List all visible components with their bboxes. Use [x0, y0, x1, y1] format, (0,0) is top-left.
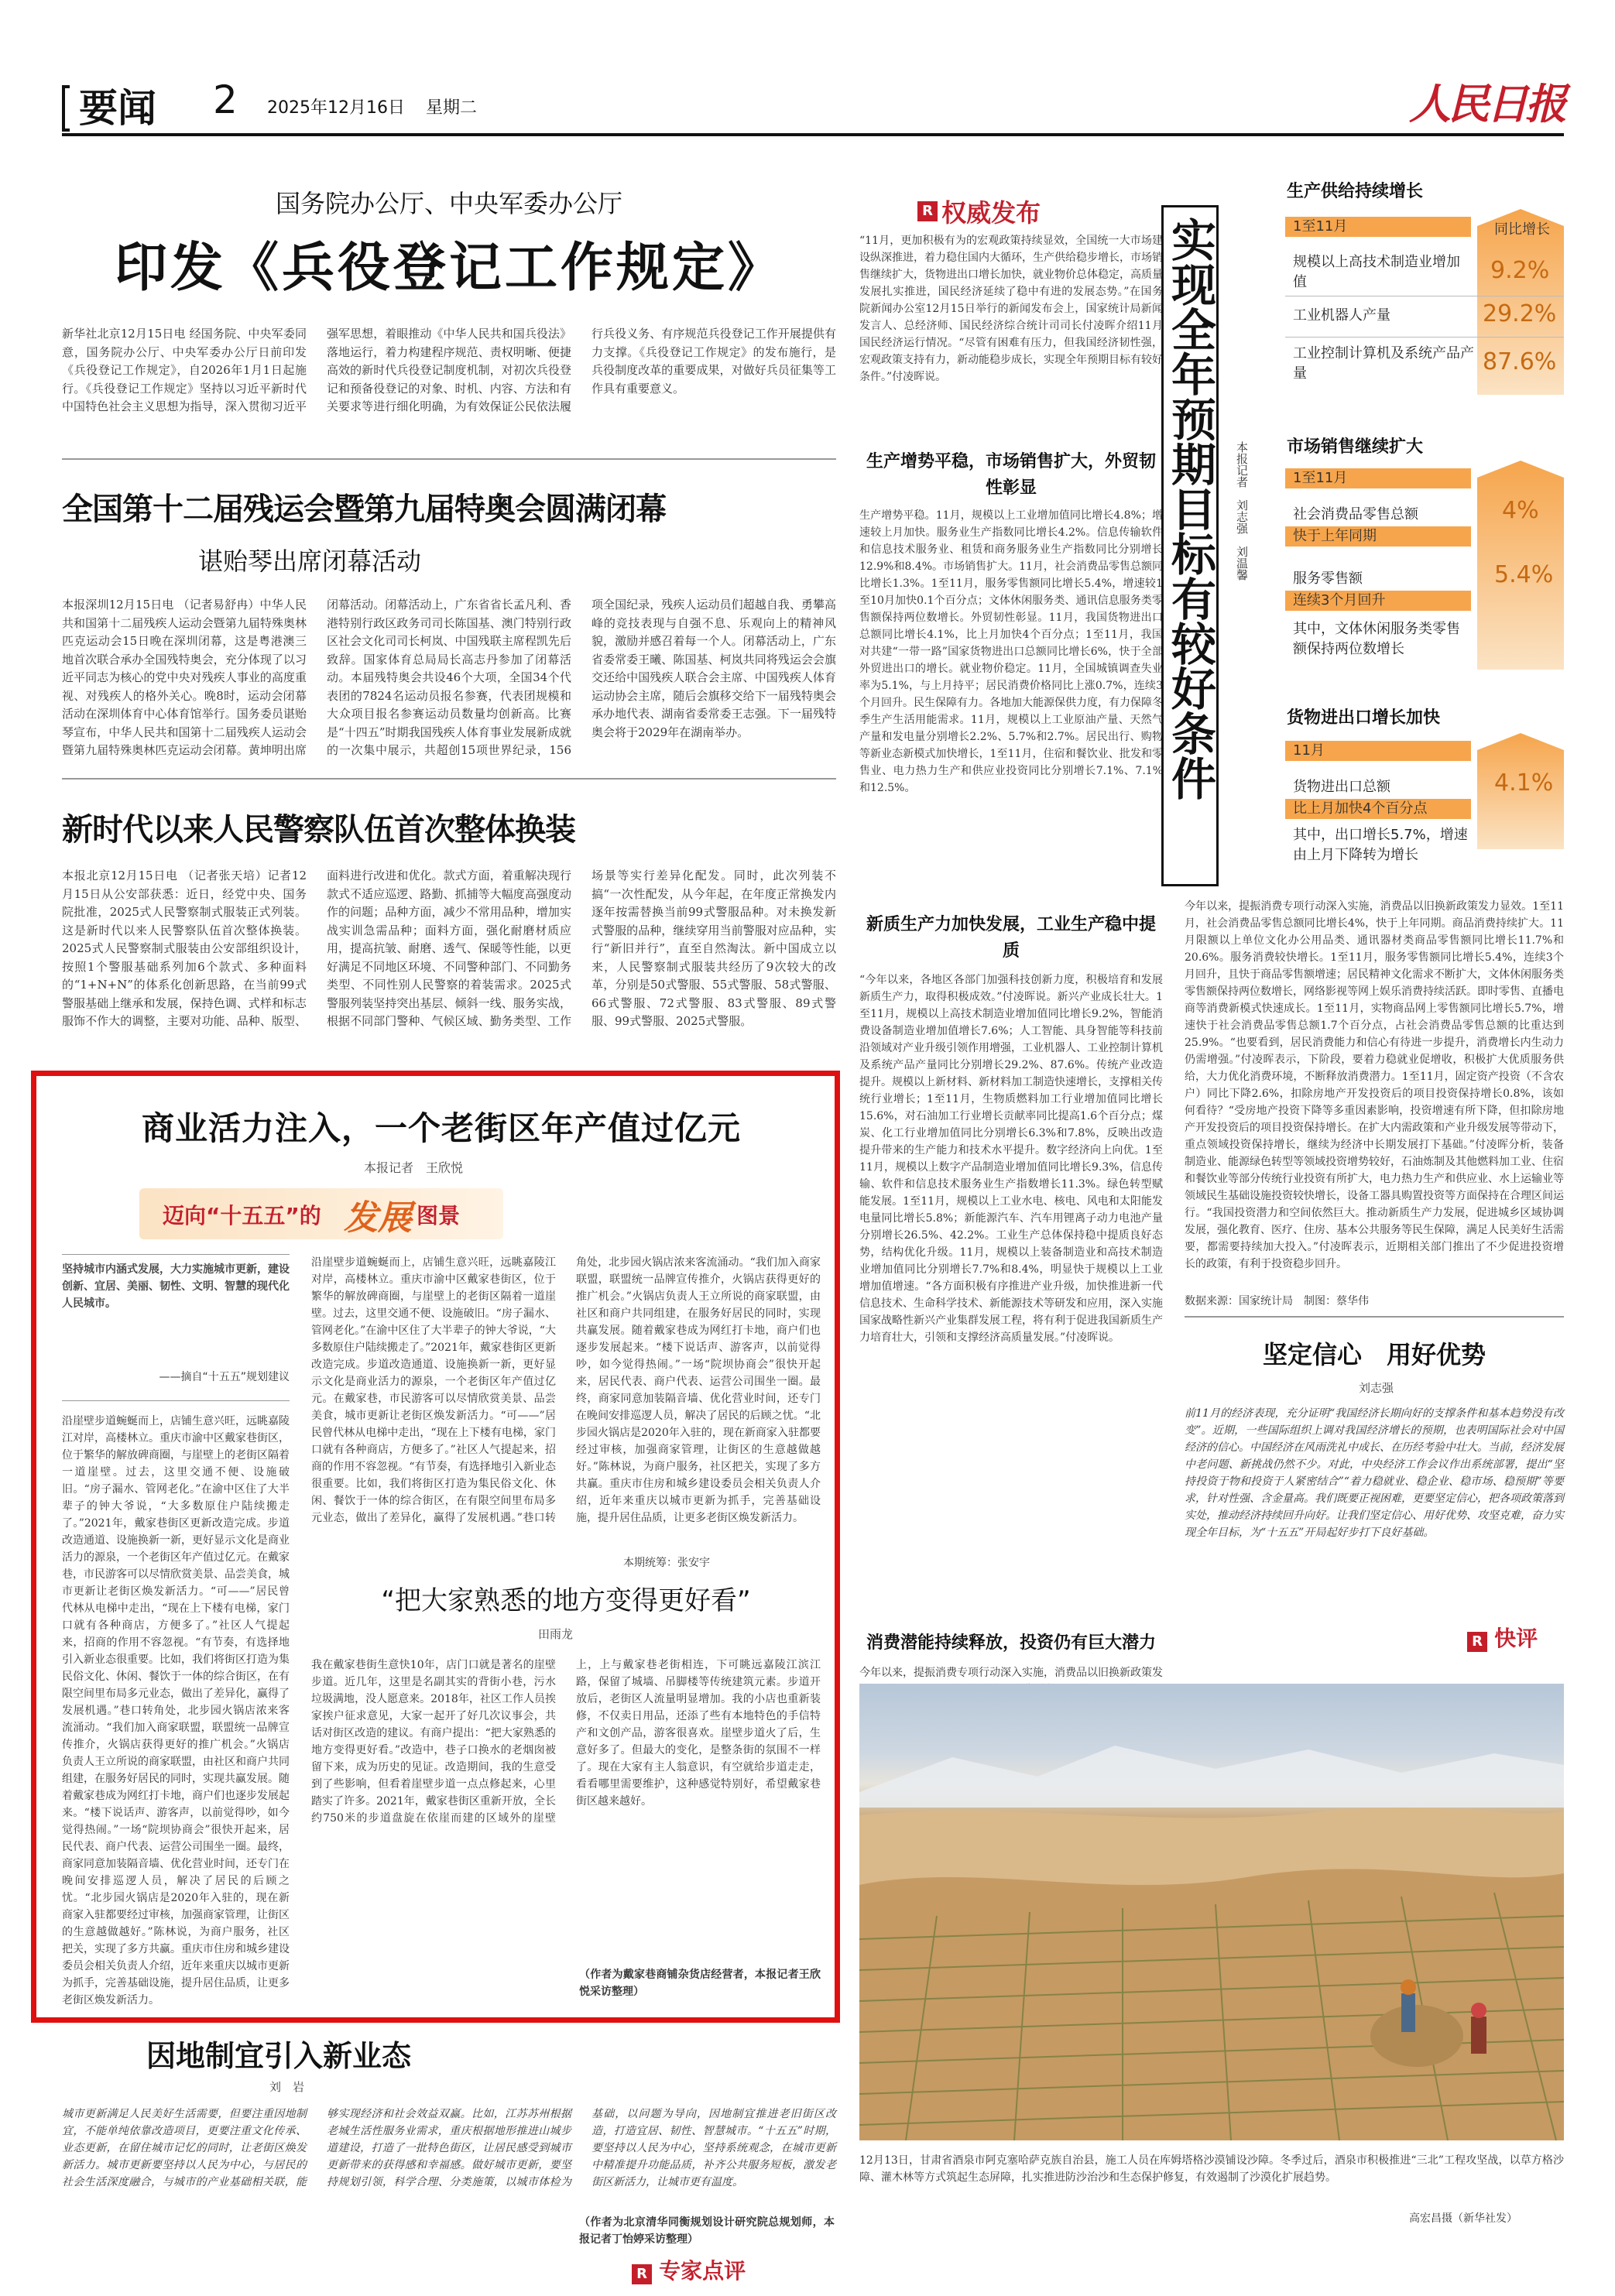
tag-r-icon: R — [632, 2264, 652, 2284]
authority-lead: “11月，更加积极有为的宏观政策持续显效，全国统一大市场建设纵深推进，着力稳住国内大循环，生产供给稳步增长，市场销售继续扩大，货物进出口增长加快，就业物价总体稳定，高质量发展扎实推进，国民经济延续了稳中有进的发展态势。”在国务院新闻办公室12月15日举行的新闻发布会上，国家统计局新闻发言人、总经济师、国民经济综合统计司司长付凌晖介绍11月国民经济运行情况。“尽管有困难有压力，但我国经济韧性强，宏观政策支持有力，新动能稳步成长，实现全年预期目标有较好条件。”付凌晖说。 — [859, 235, 1163, 383]
stats-g3-extra: 其中，出口增长5.7%，增速由上月下降转为增长 — [1293, 827, 1468, 863]
issue-date: 2025年12月16日 — [267, 98, 405, 118]
commentary-tag-label: 快评 — [1494, 1626, 1538, 1651]
stats-g2-row1-note: 快于上年同期 — [1293, 528, 1377, 544]
essay2-note: （作者为北京清华同衡规划设计研究院总规划师，本报记者丁怡婷采访整理） — [579, 2216, 835, 2246]
art1-kicker: 国务院办公厅、中央军委办公厅 — [275, 189, 622, 218]
feature-banner — [139, 1188, 503, 1239]
stats-g3-row1-label: 货物进出口总额 — [1293, 779, 1390, 795]
masthead-bracket — [62, 85, 70, 132]
feature-footer: 本期统筹：张安宇 — [623, 1557, 710, 1569]
feature-quote-box — [62, 1254, 290, 1401]
art3-title: 新时代以来人民警察队伍首次整体换装 — [62, 812, 575, 848]
stats-g2-row2-value: 5.4% — [1494, 561, 1554, 588]
stats-g2-row1-label: 社会消费品零售总额 — [1293, 506, 1418, 523]
authority-reporters: 本报记者 刘志强 刘温馨 — [1235, 441, 1249, 581]
stats-g1-period: 1至11月 — [1293, 218, 1348, 235]
stats-g2-extra: 其中，文体休闲服务类零售额保持两位数增长 — [1293, 621, 1460, 657]
feature-byline: 本报记者 王欣悦 — [364, 1160, 464, 1175]
authority-headline: 实现全年预期目标有较好条件 — [1164, 217, 1216, 800]
feature-quote: 坚持城市内涵式发展，大力实施城市更新，建设创新、宜居、美丽、韧性、文明、智慧的现代化人民城市。 — [62, 1263, 290, 1310]
art1-title: 印发《兵役登记工作规定》 — [114, 238, 783, 299]
feature-body-col23: 沿崖壁步道蜿蜒而上，店铺生意兴旺，远眺嘉陵江对岸，高楼林立。重庆市渝中区戴家巷街区，位于繁华的解放碑商圈，与崖壁上的老街区隔着一道崖壁。过去，这里交通不便、设施破旧。“房子漏水、管网老化。”在渝中区住了大半辈子的钟大爷说，“大多数原住户陆续搬走了。”2021年，戴家巷街区更新改造完成。步道改造通道、设施换新一新，更好显示文化是商业活力的源泉，一个老街区年产值过亿元。在戴家巷，市民游客可以尽情欣赏美景、品尝美食，城市更新让老街区焕发新活力。“可——”居民曾代林从电梯中走出，“现在上下楼有电梯，家门口就有各种商店，方便多了。”社区人气提起来，招商的作用不容忽视。“有节奏，有选择地引入新业态很重要。比如，我们将街区打造为集民俗文化、休闲、餐饮于一体的综合街区，在有限空间里布局多元业态，做出了差异化，赢得了发展机遇。”巷口转角处，北步园火锅店浓来客流涌动。“我们加入商家联盟，联盟统一品牌宣传推介，火锅店获得更好的推广机会。”火锅店负责人王立所说的商家联盟，由社区和商户共同组建，在服务好居民的同时，实现共赢发展。随着戴家巷成为网红打卡地，商户们也逐步发展起来。“楼下说话声、游客声，以前觉得吵，如今觉得热闹。”一场“院坝协商会”很快开起来，居民代表、商户代表、运营公司围坐一圈。最终，商家同意加装隔音墙、优化营业时间，还专门在晚间安排巡逻人员，解决了居民的后顾之忧。“北步园火锅店是2020年入驻的，现在新商家入驻都要经过审核，加强商家管理，让街区的生意越做越好。”陈林说，为商户服务，社区把关，实现了多方共赢。重庆市住房和城乡建设委员会相关负责人介绍，近年来重庆以城市更新为抓手，完善基础设施，提升居住品质，让更多老街区焕发新活力。 — [311, 1256, 821, 1524]
stats-g1-row2-value: 29.2% — [1483, 300, 1557, 327]
divider — [62, 778, 836, 780]
banner-highlight: 发展 — [344, 1198, 412, 1238]
stats-g2-title: 市场销售继续扩大 — [1287, 437, 1424, 457]
art2-title: 全国第十二届残运会暨第九届特奥会圆满闭幕 — [62, 492, 666, 527]
essay2-body: 城市更新满足人民美好生活需要，但要注重因地制宜，不能单纯依靠改造项目，更要注重文化传承、业态更新，在留住城市记忆的同时，让老街区焕发新活力。城市更新要坚持以人民为中心，与居民的社会生活深度融合，与城市的产业基础相关联，能够实现经济和社会效益双赢。比如，江苏苏州根据老城生活性服务业需求，重庆根据地形推进山城步道建设，打造了一批特色街区，让居民感受到城市更新带来的获得感和幸福感。做好城市更新，要坚持规划引领，科学合理、分类施策，以城市体检为基础，以问题为导向，因地制宜推进老旧街区改造，打造宜居、韧性、智慧城市。“十五五”时期，要坚持以人民为中心，坚持系统观念，在城市更新中精准提升功能品质，补齐公共服务短板，激发老街区新活力，让城市更有温度。 — [62, 2108, 836, 2188]
desert-photo — [859, 1684, 1564, 2140]
essay2-tag — [632, 2254, 746, 2285]
stats-g1-head: 同比增长 — [1494, 221, 1550, 238]
essay1-body: 我在戴家巷街生意快10年，店门口就是著名的崖壁步道。近几年，这里是名副其实的背街小巷，污水垃圾满地，没人愿意来。2018年，社区工作人员挨家挨户征求意见，大家一起开了好几次议事会，共话对街区改造的建议。有商户提出：“把大家熟悉的地方变得更好看。”改造中，巷子口换水的老烟囱被留下来，成为历史的见证。改造期间，我的生意受到了些影响，但看着崖壁步道一点点修起来，心里踏实了许多。2021年，戴家巷街区重新开放，全长约750米的步道盘旋在依崖而建的区域外的崖壁上，上与戴家巷老街相连，下可眺远嘉陵江滨江路，保留了城墙、吊脚楼等传统建筑元素。步道开放后，老街区人流量明显增加。我的小店也重新装修，不仅卖日用品，还添了些有本地特色的手信特产和文创产品，游客很喜欢。崖壁步道火了后，生意好多了。但最大的变化，是整条街的氛围不一样了。现在大家有主人翁意识，有空就给步道走走，看看哪里需要维护，这种感觉特别好，希望戴家巷街区越来越好。 — [311, 1659, 821, 1825]
commentary-author: 刘志强 — [1359, 1381, 1394, 1395]
photo-caption: 12月13日，甘肃省酒泉市阿克塞哈萨克族自治县，施工人员在库姆塔格沙漠铺设沙障。冬季过后，酒泉市积极推进“三北”工程攻坚战，以草方格沙障、灌木林等方式筑起生态屏障，扎实推进防沙治沙和生态保护修复，有效遏制了沙漠化扩展趋势。 — [859, 2154, 1564, 2184]
stats-g3-row1-value: 4.1% — [1494, 769, 1554, 797]
essay1-note: （作者为戴家巷商铺杂货店经营者，本报记者王欣悦采访整理） — [579, 1969, 821, 1998]
commentary-title: 坚定信心 用好优势 — [1262, 1340, 1486, 1369]
stats-g2-period: 1至11月 — [1293, 470, 1348, 486]
stats-g1-row3-label: 工业控制计算机及系统产品产量 — [1293, 345, 1474, 382]
authority-sub2: 新质生产力加快发展，工业生产稳中提质 — [866, 915, 1156, 961]
masthead-rule — [62, 133, 1564, 136]
art2-body: 本报深圳12月15日电 （记者易舒冉）中华人民共和国第十二届残疾人运动会暨第九届特殊奥林匹克运动会15日晚在深圳闭幕，这是粤港澳三地首次联合承办全国残特奥会，充分体现了以习近平同志为核心的党中央对残疾人事业的高度重视、对残疾人的格外关心。晚8时，运动会闭幕活动在深圳体育中心体育馆举行。国务委员谌贻琴宣布，中华人民共和国第十二届残疾人运动会暨第九届特殊奥林匹克运动会闭幕。黄坤明出席闭幕活动。闭幕活动上，广东省省长孟凡利、香港特别行政区政务司司长陈国基、澳门特别行政区社会文化司司长柯岚、中国残联主席程凯先后致辞。国家体育总局局长高志丹参加了闭幕活动。本届残特奥会共设46个大项，全国34个代表团的7824名运动员报名参赛，代表团规模和大众项目报名参赛运动员数量均创新高。比赛是“十四五”时期我国残疾人体育事业发展新成就的一次集中展示，共超创15项世界纪录，156项全国纪录，残疾人运动员们超越自我、勇攀高峰的竞技表现与自强不息、乐观向上的精神风貌，激励并感召着每一个人。闭幕活动上，广东省委常委王曦、陈国基、柯岚共同将残运会会旗交还给中国残疾人联合会主席、中国残疾人体育运动协会主席，随后会旗移交给下一届残特奥会承办地代表、湖南省委常委王志强。下一届残特奥会将于2029年在湖南举办。 — [62, 598, 836, 757]
desert-scene — [859, 1684, 1564, 2140]
authority-credit: 数据来源：国家统计局 制图：蔡华伟 — [1185, 1295, 1369, 1307]
feature-title: 商业活力注入，一个老街区年产值过亿元 — [141, 1109, 741, 1147]
banner-tail: 图景 — [417, 1203, 461, 1229]
authority-tag — [917, 194, 1041, 229]
essay2-tag-label: 专家点评 — [659, 2258, 746, 2284]
authority-body1: 生产增势平稳。11月，规模以上工业增加值同比增长4.8%；增速较上月加快。服务业生产指数同比增长4.2%。信息传输软件和信息技术服务业、租赁和商务服务业生产指数同比分别增长12.9%和8.4%。市场销售扩大。11月，社会消费品零售总额同比增长1.3%。1至11月，服务零售额同比增长5.4%，增速较1至10月加快0.1个百分点；文体休闲服务类、通讯信息服务类零售额保持两位数增长。外贸韧性彰显。11月，我国货物进出口总额同比增长4.1%，比上月加快4个百分点；1至11月，我国对共建“一带一路”国家货物进出口总额同比增长6%，快于全部外贸进出口的增长。就业物价稳定。11月，全国城镇调查失业率为5.1%，与上月持平；居民消费价格同比上涨0.7%，连续3个月回升。民生保障有力。各地加大能源保供力度，有力保障冬季生产生活用能需求。11月，规模以上工业原油产量、天然气产量和发电量分别增长2.2%、5.7%和2.7%。居民出行、购物等新业态新模式加快增长，1至11月，住宿和餐饮业、批发和零售业、电力热力生产和供应业投资同比分别增长7.1%、7.1%和12.5%。 — [859, 509, 1163, 794]
authority-sub1: 生产增势平稳，市场销售扩大，外贸韧性彰显 — [866, 452, 1156, 498]
commentary-body: 前11月的经济表现，充分证明“我国经济长期向好的支撑条件和基本趋势没有改变”。近期，一些国际组织上调对我国经济增长的预期，也表明国际社会对中国经济的信心。中国经济在风雨洗礼中成长、在历经考验中壮大。当前，经济发展中老问题、新挑战仍然不少。对此，中央经济工作会议作出系统部署，提出“坚持投资于物和投资于人紧密结合”“着力稳就业、稳企业、稳市场、稳预期”等要求，针对性强、含金量高。我们既要正视困难，更要坚定信心，把各项政策落到实处，推动经济持续回升向好。让我们坚定信心、用好优势、攻坚克难，奋力实现全年目标，为“十五五”开局起好步打下良好基础。 — [1185, 1407, 1564, 1539]
stats-g3-title: 货物进出口增长加快 — [1287, 708, 1441, 728]
essay2-author: 刘 岩 — [269, 2080, 305, 2094]
section-name: 要闻 — [79, 86, 156, 131]
authority-tag-label: 权威发布 — [941, 198, 1041, 228]
essay1-author: 田雨龙 — [538, 1627, 574, 1641]
paper-logo: 人民日报 — [1409, 79, 1564, 129]
row-divider — [1285, 337, 1564, 338]
stats-g1-row2-label: 工业机器人产量 — [1293, 307, 1390, 324]
stats-g3-row1-note: 比上月加快4个百分点 — [1293, 800, 1428, 817]
issue-weekday: 星期二 — [426, 98, 478, 118]
essay2-title: 因地制宜引入新业态 — [146, 2039, 411, 2073]
stats-g1-row1-label: 规模以上高技术制造业增加值 — [1293, 254, 1460, 290]
authority-body3-cont: 今年以来，提振消费专项行动深入实施，消费品以旧换新政策发力显效。1至11月，社会消费品零售总额同比增长4%，快于上年同期。商品消费持续扩大。11月限额以上单位文化办公用品类、通讯器材类商品零售额同比增长11.7%和20.6%。服务消费较快增长。1至11月，服务零售额同比增长5.4%，连续3个月回升，且快于商品零售额增速；居民精神文化需求不断扩大，文体休闲服务类零售额保持两位数增长，网络影视等网上娱乐消费持续活跃。即时零售、直播电商等消费新模式快速成长。1至11月，实物商品网上零售额同比增长5.7%，增速快于社会消费品零售总额1.7个百分点，占社会消费品零售总额的比重达到25.9%。“也要看到，居民消费能力和信心有待进一步提升，消费增长内生动力仍需增强。”付凌晖表示，下阶段，要着力稳就业促增收，积极扩大优质服务供给，大力优化消费环境，不断释放消费潜力。1至11月，固定资产投资（不含农户）同比下降2.6%，扣除房地产开发投资后的项目投资保持增长0.8%，该如何看待？“受房地产投资下降等多重因素影响，投资增速有所下降，但扣除房地产开发投资后的项目投资保持增长。在扩大内需政策和产业升级发展等带动下，重点领域投资保持增长，继续为经济中长期发展打下基础。”付凌晖分析，装备制造业、能源绿色转型等领域投资增势较好，石油炼制及其他燃料加工业、住宿和餐饮业等部分传统行业投资有所扩大，电力热力生产和供应业、水上运输业等领域民生基础设施投资较快增长，设备工器具购置投资等方面保持在合理区间运行。“我国投资潜力和空间依然巨大。推动新质生产力发展，促进城乡区域协调发展，强化教育、医疗、住房、基本公共服务等民生保障，满足人民美好生活需要，都需要持续加大投入。”付凌晖表示，近期相关部门推出了不少促进投资增长的政策，有利于投资稳步回升。 — [1185, 900, 1564, 1270]
feature-body-col1: 沿崖壁步道蜿蜒而上，店铺生意兴旺，远眺嘉陵江对岸，高楼林立。重庆市渝中区戴家巷街区，位于繁华的解放碑商圈，与崖壁上的老街区隔着一道崖壁。过去，这里交通不便、设施破旧。“房子漏水、管网老化。”在渝中区住了大半辈子的钟大爷说，“大多数原住户陆续搬走了。”2021年，戴家巷街区更新改造完成。步道改造通道、设施换新一新，更好显示文化是商业活力的源泉，一个老街区年产值过亿元。在戴家巷，市民游客可以尽情欣赏美景、品尝美食，城市更新让老街区焕发新活力。“可——”居民曾代林从电梯中走出，“现在上下楼有电梯，家门口就有各种商店，方便多了。”社区人气提起来，招商的作用不容忽视。“有节奏，有选择地引入新业态很重要。比如，我们将街区打造为集民俗文化、休闲、餐饮于一体的综合街区，在有限空间里布局多元业态，做出了差异化，赢得了发展机遇。”巷口转角处，北步园火锅店浓来客流涌动。“我们加入商家联盟，联盟统一品牌宣传推介，火锅店获得更好的推广机会。”火锅店负责人王立所说的商家联盟，由社区和商户共同组建，在服务好居民的同时，实现共赢发展。随着戴家巷成为网红打卡地，商户们也逐步发展起来。“楼下说话声、游客声，以前觉得吵，如今觉得热闹。”一场“院坝协商会”很快开起来，居民代表、商户代表、运营公司围坐一圈。最终，商家同意加装隔音墙、优化营业时间，还专门在晚间安排巡逻人员，解决了居民的后顾之忧。“北步园火锅店是2020年入驻的，现在新商家入驻都要经过审核，加强商家管理，让街区的生意越做越好。”陈林说，为商户服务，社区把关，实现了多方共赢。重庆市住房和城乡建设委员会相关负责人介绍，近年来重庆以城市更新为抓手，完善基础设施，提升居住品质，让更多老街区焕发新活力。 — [62, 1415, 290, 2006]
page-number: 2 — [213, 77, 238, 122]
art3-body: 本报北京12月15日电 （记者张天培）记者12月15日从公安部获悉：近日，经党中央、国务院批准，2025式人民警察制式服装正式列装。这是新时代以来人民警察队伍首次整体换装。2025式人民警察制式服装由公安部组织设计，按照1个警服基础系列加6个款式、多种面料的“1+N+N”的体系化创新思路，在当前99式警服基础上继承和发展，保持色调、式样和标志服饰不作大的调整，主要对功能、品种、版型、面料进行改进和优化。款式方面，着重解决现行款式不适应巡逻、路勤、抓捕等大幅度高强度动作的问题；品种方面，减少不常用品种，增加实战实训急需品种；面料方面，强化耐磨材质应用，提高抗皱、耐磨、透气、保暖等性能，以更好满足不同地区环境、不同警种部门、不同勤务类型、不同性别人民警察的着装需求。2025式警服列装坚持突出基层、倾斜一线、服务实战，根据不同部门警种、气候区域、勤务类型、工作场景等实行差异化配发。同时，此次列装不搞“一次性配发，从今年起，在年度正常换发内逐年按需替换当前99式警服品种。对未换发新式警服的品种，继续穿用当前警服对应品种，实行“新旧并行”，直至自然淘汰。新中国成立以来，人民警察制式服装共经历了9次较大的改革，分别是50式警服、55式警服、58式警服、66式警服、72式警服、83式警服、89式警服、99式警服、2025式警服。 — [62, 869, 836, 1028]
tag-r-icon: R — [1467, 1632, 1487, 1652]
stats-g1-row1-value: 9.2% — [1490, 257, 1550, 284]
stats-panel — [1285, 178, 1564, 890]
art2-subtitle: 谌贻琴出席闭幕活动 — [197, 547, 421, 576]
feature-quote-source: ——摘自“十五五”规划建议 — [159, 1371, 290, 1383]
divider — [1185, 1316, 1564, 1318]
authority-body2: “今年以来，各地区各部门加强科技创新力度，积极培育和发展新质生产力，取得积极成效。”付凌晖说。新兴产业成长壮大。1至11月，规模以上高技术制造业增加值同比增长9.2%，智能消费设备制造业增加值增长7.6%；人工智能、具身智能等科技前沿领域对产业升级引领作用增强，工业机器人、工业控制计算机及系统产品产量同比分别增长29.2%、87.6%。传统产业改造提升。规模以上新材料、新材料加工制造快速增长，支撑相关传统行业增长；1至11月，生物质燃料加工行业增加值同比增长15.6%，对石油加工行业增长贡献率同比提高1.6个百分点；煤炭、化工行业增加值同比分别增长6.3%和7.8%，反映出改造提升带来的生产能力和技术水平提升。数字经济向上向优。1至11月，规模以上数字产品制造业增加值同比增长9.3%，信息传输、软件和信息技术服务业生产指数增长11.3%。绿色转型赋能发展。1至11月，规模以上工业水电、核电、风电和太阳能发电量同比增长5.8%；新能源汽车、汽车用锂离子动力电池产量分别增长26.5%、42.2%。工业生产总体保持稳中提质良好态势，结构优化升级。11月，规模以上装备制造业和高技术制造业增加值同比分别增长7.7%和8.4%，明显快于规模以上工业增加值增速。“各方面积极有序推进产业升级，加快推进新一代信息技术、生命科学技术、新能源技术等研发和应用，深入实施国家战略性新兴产业集群发展工程，将有利于促进我国新质生产力培育壮大，引领和支撑经济高质量发展。”付凌晖说。 — [859, 974, 1163, 1344]
commentary-tag — [1467, 1622, 1538, 1653]
stats-g2-row2-note: 连续3个月回升 — [1293, 592, 1386, 608]
photo-credit: 高宏昌摄（新华社发） — [1409, 2212, 1517, 2225]
banner-text: 迈向“十五五”的 — [163, 1203, 321, 1229]
authority-body3: 今年以来，提振消费专项行动深入实施，消费品以旧换新政策发 — [859, 1667, 1163, 1679]
authority-sub3: 消费潜能持续释放，投资仍有巨大潜力 — [866, 1633, 1156, 1653]
art1-body: 新华社北京12月15日电 经国务院、中央军委同意，国务院办公厅、中央军委办公厅日前印发《兵役登记工作规定》，自2026年1月1日起施行。《兵役登记工作规定》坚持以习近平新时代中国特色社会主义思想为指导，深入贯彻习近平强军思想，着眼推动《中华人民共和国兵役法》落地运行，着力构建程序规范、责权明晰、便捷高效的新时代兵役登记制度机制，对初次兵役登记和预备役登记的对象、时机、内容、方法和有关要求等进行细化明确，为有效保证公民依法履行兵役义务、有序规范兵役登记工作开展提供有力支撑。《兵役登记工作规定》的发布施行，是兵役制度改革的重要成果，对做好兵员征集等工作具有重要意义。 — [62, 327, 836, 413]
stats-g1-title: 生产供给持续增长 — [1287, 182, 1424, 201]
tag-r-icon: R — [917, 201, 938, 221]
stats-g2-row1-value: 4% — [1502, 497, 1539, 524]
stats-g1-row3-value: 87.6% — [1483, 348, 1557, 375]
essay1-title: “把大家熟悉的地方变得更好看” — [381, 1585, 751, 1616]
divider — [62, 458, 836, 460]
stats-g3-period: 11月 — [1293, 742, 1325, 759]
masthead — [62, 77, 1564, 147]
stats-g2-row2-label: 服务零售额 — [1293, 571, 1363, 587]
